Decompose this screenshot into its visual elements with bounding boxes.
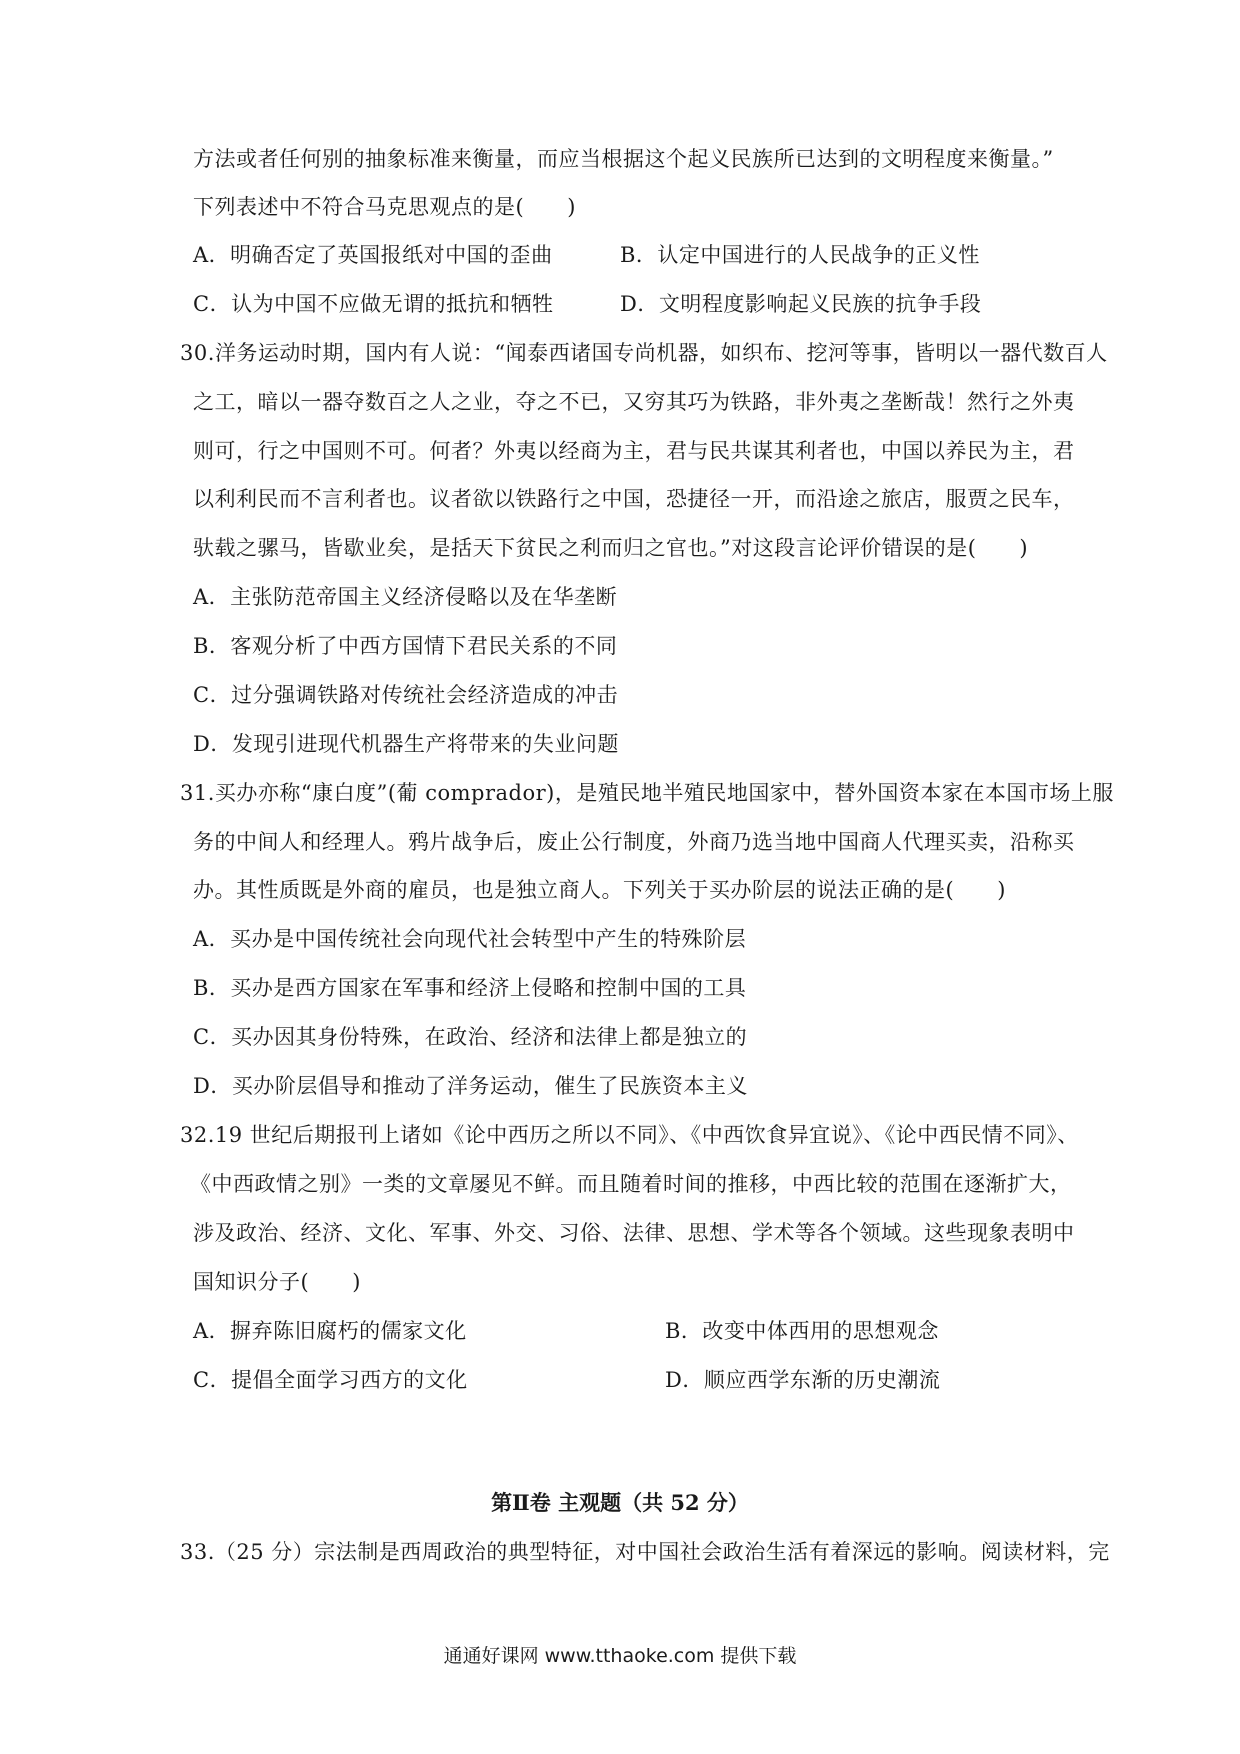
q32-text-line-1: 32.19 世纪后期报刊上诸如《论中西历之所以不同》、《中西饮食异宜说》、《论中西民情不同》、	[180, 1123, 1079, 1147]
q29-option-a: A．明确否定了英国报纸对中国的歪曲	[193, 243, 553, 267]
q29-option-c: C．认为中国不应做无谓的抵抗和牺牲	[193, 292, 554, 316]
q30-option-a: A．主张防范帝国主义经济侵略以及在华垄断	[193, 585, 618, 609]
q30-option-c: C．过分强调铁路对传统社会经济造成的冲击	[193, 683, 619, 707]
q31-option-b: B．买办是西方国家在军事和经济上侵略和控制中国的工具	[193, 976, 747, 1000]
q31-text-line-2: 务的中间人和经理人。鸦片战争后，废止公行制度，外商乃选当地中国商人代理买卖，沿称买	[193, 830, 1075, 854]
page-footer: 通通好课网 www.tthaoke.com 提供下载	[443, 1645, 797, 1667]
q29-option-b: B．认定中国进行的人民战争的正义性	[620, 243, 980, 267]
q30-option-d: D．发现引进现代机器生产将带来的失业问题	[193, 732, 619, 756]
q31-option-a: A．买办是中国传统社会向现代社会转型中产生的特殊阶层	[193, 927, 747, 951]
q31-text-line-1: 31.买办亦称“康白度”(葡 comprador)，是殖民地半殖民地国家中，替外国资本家在本国市场上服	[180, 781, 1114, 805]
q30-option-b: B．客观分析了中西方国情下君民关系的不同	[193, 634, 618, 658]
q31-text-line-3: 办。其性质既是外商的雇员，也是独立商人。下列关于买办阶层的说法正确的是( )	[193, 878, 1006, 902]
q32-option-b: B．改变中体西用的思想观念	[665, 1319, 939, 1343]
q32-text-line-3: 涉及政治、经济、文化、军事、外交、习俗、法律、思想、学术等各个领域。这些现象表明中	[193, 1221, 1075, 1245]
q30-text-line-2: 之工，暗以一器夺数百之人之业，夺之不已，又穷其巧为铁路，非外夷之垄断哉！然行之外夷	[193, 390, 1075, 414]
q30-text-line-5: 驮载之骡马，皆歇业矣，是括天下贫民之利而归之官也。”对这段言论评价错误的是( )	[193, 536, 1029, 560]
q32-option-a: A．摒弃陈旧腐朽的儒家文化	[193, 1319, 467, 1343]
q32-option-d: D．顺应西学东渐的历史潮流	[665, 1368, 941, 1392]
q29-question-line: 下列表述中不符合马克思观点的是( )	[193, 195, 576, 219]
q30-text-line-3: 则可，行之中国则不可。何者？外夷以经商为主，君与民共谋其利者也，中国以养民为主，君	[193, 439, 1075, 463]
q29-option-d: D．文明程度影响起义民族的抗争手段	[620, 292, 982, 316]
q29-text-line-1: 方法或者任何别的抽象标准来衡量，而应当根据这个起义民族所已达到的文明程度来衡量。”	[193, 147, 1054, 171]
q33-text-line-1: 33.（25 分）宗法制是西周政治的典型特征，对中国社会政治生活有着深远的影响。阅读材料，完	[180, 1540, 1110, 1564]
q31-option-c: C．买办因其身份特殊，在政治、经济和法律上都是独立的	[193, 1025, 748, 1049]
q32-text-line-4: 国知识分子( )	[193, 1270, 361, 1294]
q32-text-line-2: 《中西政情之别》一类的文章屡见不鲜。而且随着时间的推移，中西比较的范围在逐渐扩大，	[190, 1172, 1072, 1196]
q32-option-c: C．提倡全面学习西方的文化	[193, 1368, 468, 1392]
section-title: 第Ⅱ卷 主观题（共 52 分）	[491, 1490, 749, 1515]
q30-text-line-4: 以利利民而不言利者也。议者欲以铁路行之中国，恐捷径一开，而沿途之旅店，服贾之民车，	[193, 487, 1075, 511]
q31-option-d: D．买办阶层倡导和推动了洋务运动，催生了民族资本主义	[193, 1074, 748, 1098]
q30-text-line-1: 30.洋务运动时期，国内有人说：“闻泰西诸国专尚机器，如织布、挖河等事，皆明以一器代数百人	[180, 341, 1108, 365]
